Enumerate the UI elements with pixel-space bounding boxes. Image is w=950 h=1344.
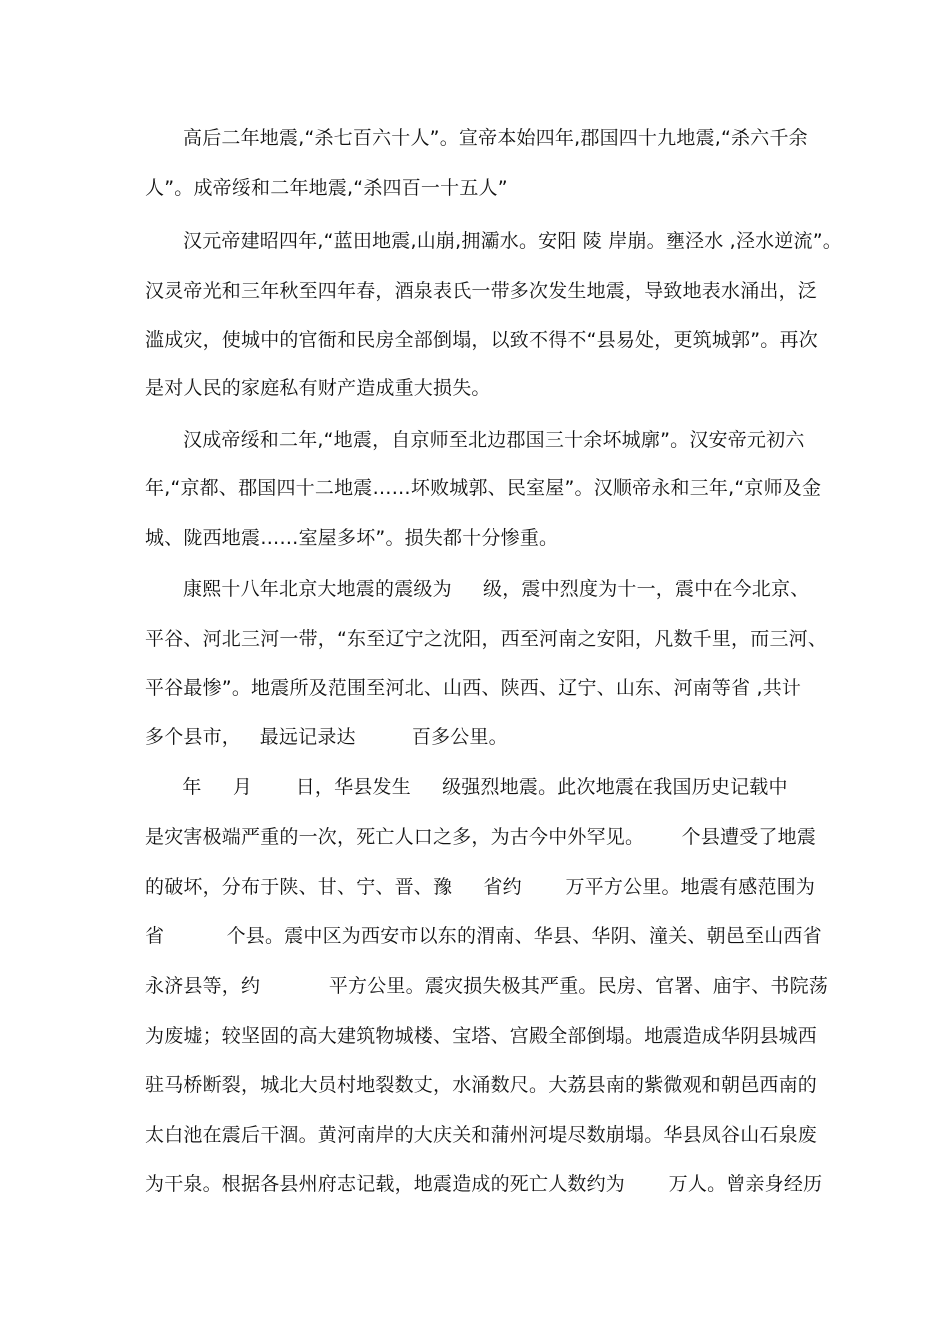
text-line: 人”。成帝绥和二年地震,“杀四百一十五人” — [145, 177, 508, 199]
text-line: 为废墟；较坚固的高大建筑物城楼、宝塔、宫殿全部倒塌。地震造成华阴县城西 — [145, 1025, 818, 1047]
text-line: 驻马桥断裂，城北大员村地裂数丈，水涌数尺。大荔县南的紫微观和朝邑西南的 — [145, 1074, 818, 1096]
text-line: 汉元帝建昭四年,“蓝田地震,山崩,拥灞水。安阳 陵 岸崩。壅泾水 ,泾水逆流”。 — [183, 230, 842, 252]
text-line: 年 月 日，华县发生 级强烈地震。此次地震在我国历史记载中 — [145, 776, 788, 798]
text-line: 是对人民的家庭私有财产造成重大损失。 — [145, 377, 491, 399]
text-line: 太白池在震后干涸。黄河南岸的大庆关和蒲州河堤尽数崩塌。华县凤谷山石泉废 — [145, 1124, 818, 1146]
text-line: 永济县等，约 平方公里。震灾损失极其严重。民房、官署、庙宇、书院荡 — [145, 975, 829, 997]
text-line: 为干泉。根据各县州府志记载，地震造成的死亡人数约为 万人。曾亲身经历 — [145, 1173, 823, 1195]
text-line: 平谷最惨”。地震所及范围至河北、山西、陕西、辽宁、山东、河南等省 ,共计 — [145, 677, 802, 699]
text-line: 省 个县。震中区为西安市以东的渭南、华县、华阴、潼关、朝邑至山西省 — [145, 925, 822, 947]
text-line: 汉成帝绥和二年,“地震，自京师至北边郡国三十余坏城廓”。汉安帝元初六 — [183, 429, 805, 451]
text-line: 城、陇西地震……室屋多坏”。损失都十分惨重。 — [145, 527, 559, 549]
text-line: 滥成灾，使城中的官衙和民房全部倒塌，以致不得不“县易处，更筑城郭”。再次 — [145, 329, 818, 351]
text-line: 高后二年地震,“杀七百六十人”。宣帝本始四年,郡国四十九地震,“杀六千余 — [183, 127, 808, 149]
text-line: 康熙十八年北京大地震的震级为 级，震中烈度为十一，震中在今北京、 — [183, 578, 810, 600]
text-line: 是灾害极端严重的一次，死亡人口之多，为古今中外罕见。 个县遭受了地震 — [145, 826, 817, 848]
text-line: 年,“京都、郡国四十二地震……坏败城郭、民室屋”。汉顺帝永和三年,“京师及金 — [145, 477, 822, 499]
text-line: 的破坏，分布于陕、甘、宁、晋、豫 省约 万平方公里。地震有感范围为 — [145, 876, 816, 898]
text-line: 多个县市， 最远记录达 百多公里。 — [145, 726, 508, 748]
text-line: 平谷、河北三河一带，“东至辽宁之沈阳，西至河南之安阳，凡数千里，而三河、 — [145, 628, 828, 650]
text-line: 汉灵帝光和三年秋至四年春，酒泉表氏一带多次发生地震，导致地表水涌出，泛 — [145, 280, 818, 302]
